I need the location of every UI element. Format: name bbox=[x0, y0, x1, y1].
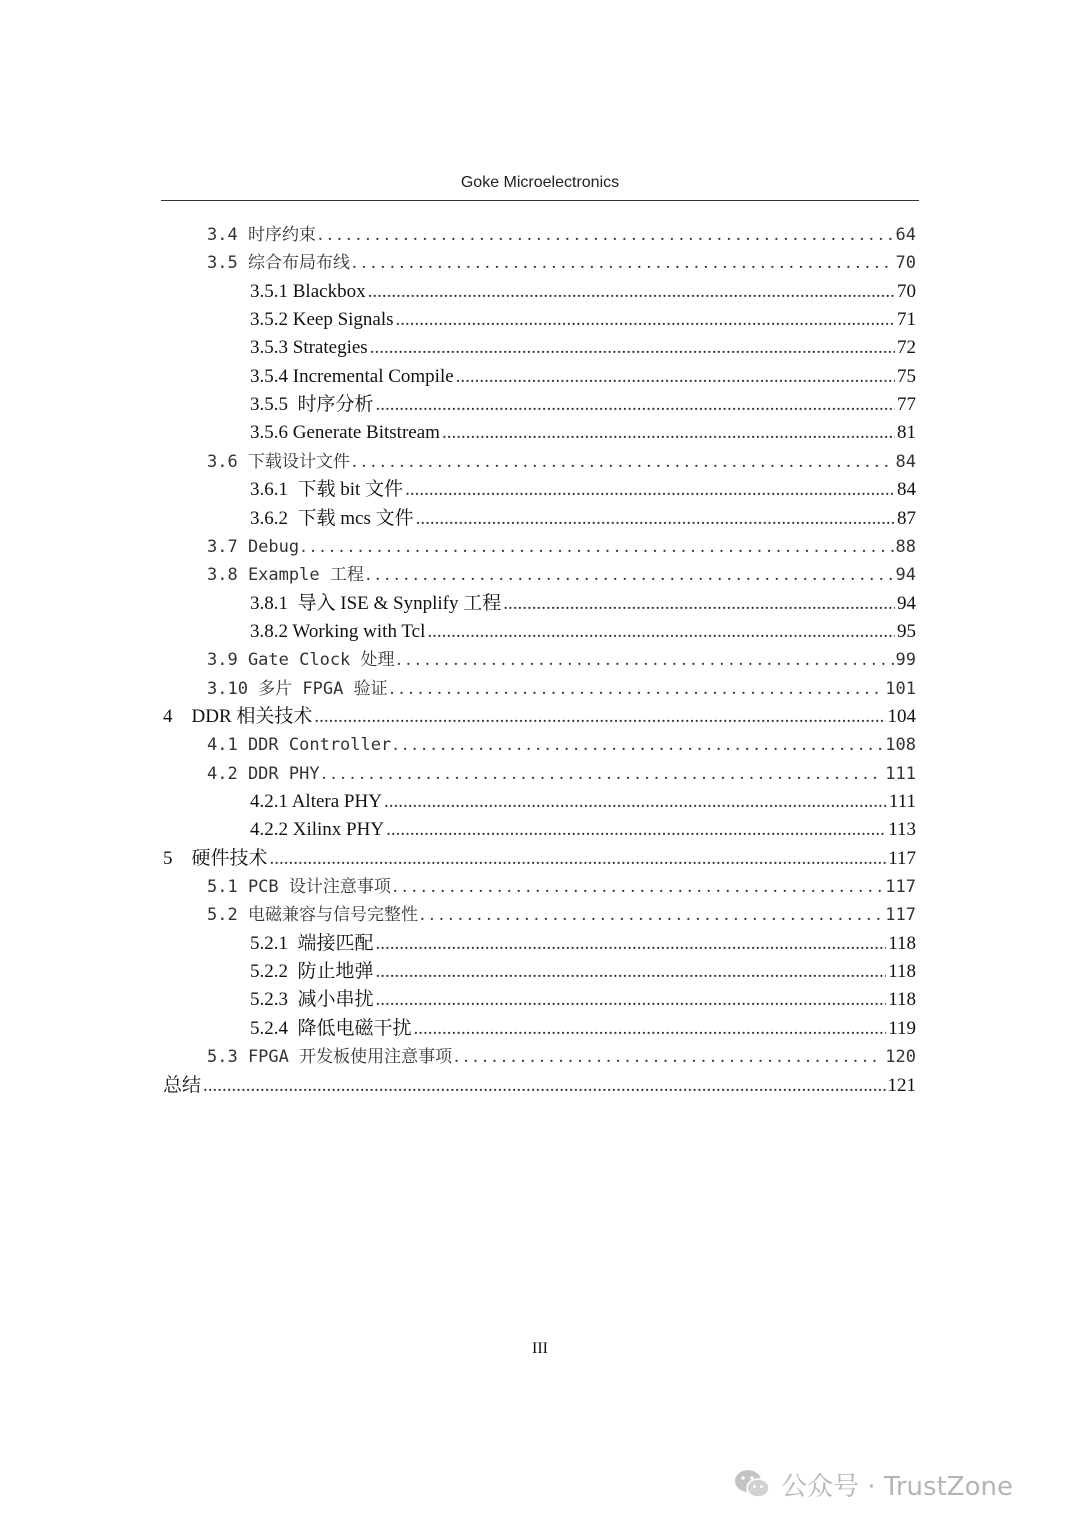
toc-entry[interactable] bbox=[207, 561, 916, 589]
toc-entry-title: 3.5.1 Blackbox bbox=[250, 280, 366, 302]
toc-dot-leader bbox=[376, 930, 887, 958]
toc-dot-leader bbox=[384, 788, 887, 816]
toc-entry-title: 5.1 PCB 设计注意事项 bbox=[207, 877, 391, 898]
toc-page-number: 117 bbox=[888, 847, 916, 869]
toc-entry-title: 5.2 电磁兼容与信号完整性 bbox=[207, 905, 418, 926]
toc-page-number: 121 bbox=[887, 1074, 916, 1096]
toc-page-number: 64 bbox=[895, 225, 916, 245]
toc-entry-title: 3.10 多片 FPGA 验证 bbox=[207, 678, 388, 699]
toc-page-number: 72 bbox=[897, 337, 916, 359]
toc-dot-leader bbox=[420, 901, 883, 929]
toc-entry[interactable] bbox=[250, 816, 916, 844]
toc-page-number: 104 bbox=[887, 705, 916, 727]
toc-page-number: 119 bbox=[888, 1017, 916, 1039]
toc-page-number: 84 bbox=[895, 451, 916, 472]
watermark-text: 公众号 · TrustZone bbox=[781, 1471, 1013, 1502]
toc-dot-leader bbox=[203, 1072, 885, 1100]
toc-entry-title: 3.5.5 时序分析 bbox=[250, 394, 374, 416]
toc-entry-title: 3.5 综合布局布线 bbox=[207, 253, 350, 274]
toc-dot-leader bbox=[366, 561, 894, 589]
toc-page-number: 94 bbox=[897, 592, 916, 614]
toc-entry-title: 3.8 Example 工程 bbox=[207, 565, 364, 586]
toc-entry[interactable] bbox=[207, 221, 916, 249]
toc-entry-title: 3.9 Gate Clock 处理 bbox=[207, 650, 395, 671]
toc-entry[interactable] bbox=[250, 618, 916, 646]
toc-dot-leader bbox=[405, 476, 895, 504]
toc-dot-leader bbox=[314, 703, 885, 731]
toc-dot-leader bbox=[414, 1015, 887, 1043]
toc-entry-title: 5.2.3 减小串扰 bbox=[250, 989, 374, 1011]
toc-dot-leader bbox=[352, 448, 894, 476]
toc-dot-leader bbox=[376, 958, 887, 986]
toc-entry-title: 3.8.1 导入 ISE & Synplify 工程 bbox=[250, 592, 502, 614]
toc-dot-leader bbox=[370, 334, 895, 362]
toc-entry[interactable] bbox=[207, 249, 916, 277]
toc-entry-title: 4.2 DDR PHY bbox=[207, 763, 320, 784]
toc-dot-leader bbox=[368, 278, 895, 306]
toc-page-number: 84 bbox=[897, 479, 916, 501]
toc-entry[interactable] bbox=[250, 334, 916, 362]
toc-entry[interactable] bbox=[163, 703, 916, 731]
toc-page-number: 95 bbox=[897, 620, 916, 642]
toc-entry-title: 5.2.4 降低电磁干扰 bbox=[250, 1017, 412, 1039]
toc-entry-title: 3.6.1 下载 bit 文件 bbox=[250, 479, 404, 501]
toc-entry[interactable] bbox=[207, 760, 916, 788]
toc-page-number: 120 bbox=[885, 1047, 916, 1068]
toc-page-number: 113 bbox=[888, 819, 916, 841]
toc-dot-leader bbox=[393, 731, 883, 759]
toc-dot-leader bbox=[416, 505, 895, 533]
toc-page-number: 108 bbox=[885, 735, 916, 756]
toc-page-number: 118 bbox=[888, 932, 916, 954]
toc-entry[interactable] bbox=[207, 1043, 916, 1071]
toc-dot-leader bbox=[442, 419, 895, 447]
toc-dot-leader bbox=[352, 249, 894, 277]
toc-dot-leader bbox=[376, 391, 895, 419]
toc-page-number: 99 bbox=[895, 650, 916, 671]
toc-entry[interactable] bbox=[207, 448, 916, 476]
toc-entry[interactable] bbox=[207, 873, 916, 901]
toc-page-number: 75 bbox=[897, 365, 916, 387]
toc-dot-leader bbox=[454, 1043, 883, 1071]
toc-page-number: 70 bbox=[897, 280, 916, 302]
toc-dot-leader bbox=[376, 986, 887, 1014]
toc-page-number: 70 bbox=[895, 253, 916, 274]
toc-dot-leader bbox=[318, 221, 894, 249]
toc-entry[interactable] bbox=[250, 278, 916, 306]
toc-entry[interactable] bbox=[250, 1015, 916, 1043]
toc-entry[interactable] bbox=[207, 901, 916, 929]
toc-entry[interactable] bbox=[250, 788, 916, 816]
toc-dot-leader bbox=[397, 646, 894, 674]
toc-entry-title: 3.5.4 Incremental Compile bbox=[250, 365, 454, 387]
header-divider bbox=[161, 200, 919, 201]
toc-entry-title: 5.3 FPGA 开发板使用注意事项 bbox=[207, 1047, 453, 1068]
toc-page-number: 81 bbox=[897, 422, 916, 444]
toc-entry-title: 4 DDR 相关技术 bbox=[163, 705, 313, 727]
toc-entry-title: 5.2.1 端接匹配 bbox=[250, 932, 374, 954]
toc-entry-title: 3.6 下载设计文件 bbox=[207, 451, 350, 472]
toc-page-number: 87 bbox=[897, 507, 916, 529]
toc-entry[interactable] bbox=[207, 646, 916, 674]
toc-dot-leader bbox=[456, 363, 895, 391]
toc-entry[interactable] bbox=[163, 1072, 916, 1100]
toc-entry-title: 4.2.2 Xilinx PHY bbox=[250, 819, 385, 841]
toc-entry-title: 总结 bbox=[163, 1074, 202, 1096]
toc-entry-title: 4.1 DDR Controller bbox=[207, 735, 392, 756]
toc-entry[interactable] bbox=[250, 986, 916, 1014]
toc-dot-leader bbox=[503, 590, 895, 618]
toc-entry[interactable] bbox=[250, 391, 916, 419]
toc-entry-title: 5 硬件技术 bbox=[163, 847, 268, 869]
toc-page-number: 101 bbox=[885, 678, 916, 699]
toc-entry-title: 5.2.2 防止地弹 bbox=[250, 961, 374, 983]
toc-dot-leader bbox=[301, 533, 893, 561]
toc-entry[interactable] bbox=[250, 590, 916, 618]
toc-entry[interactable] bbox=[250, 306, 916, 334]
toc-page-number: 88 bbox=[895, 536, 916, 557]
toc-page-number: 118 bbox=[888, 961, 916, 983]
toc-entry[interactable] bbox=[250, 930, 916, 958]
toc-page-number: 118 bbox=[888, 989, 916, 1011]
page-header-title: Goke Microelectronics bbox=[460, 174, 620, 191]
page-number: III bbox=[532, 1340, 548, 1357]
toc-entry-title: 3.7 Debug bbox=[207, 536, 300, 557]
toc-entry[interactable] bbox=[207, 675, 916, 703]
toc-entry-title: 3.5.6 Generate Bitstream bbox=[250, 422, 440, 444]
toc-page-number: 111 bbox=[888, 791, 916, 812]
toc-page-number: 111 bbox=[885, 763, 916, 784]
toc-entry-title: 4.2.1 Altera PHY bbox=[250, 791, 382, 812]
toc-dot-leader bbox=[270, 845, 887, 873]
toc-dot-leader bbox=[322, 760, 884, 788]
toc-dot-leader bbox=[386, 816, 886, 844]
toc-dot-leader bbox=[427, 618, 895, 646]
toc-entry-title: 3.5.3 Strategies bbox=[250, 337, 368, 359]
toc-page-number: 77 bbox=[897, 394, 916, 416]
toc-entry-title: 3.6.2 下载 mcs 文件 bbox=[250, 507, 414, 529]
toc-entry[interactable] bbox=[207, 731, 916, 759]
wechat-icon bbox=[733, 1467, 771, 1501]
toc-page-number: 117 bbox=[885, 877, 916, 898]
toc-entry-title: 3.5.2 Keep Signals bbox=[250, 309, 394, 331]
toc-entry[interactable] bbox=[163, 845, 916, 873]
toc-entry[interactable] bbox=[207, 533, 916, 561]
toc-dot-leader bbox=[390, 675, 884, 703]
toc-entry-title: 3.4 时序约束 bbox=[207, 225, 316, 245]
toc-entry[interactable] bbox=[250, 363, 916, 391]
toc-entry[interactable] bbox=[250, 476, 916, 504]
toc-entry[interactable] bbox=[250, 958, 916, 986]
toc-page-number: 71 bbox=[897, 309, 916, 331]
toc-page-number: 94 bbox=[895, 565, 916, 586]
toc-page-number: 117 bbox=[885, 905, 916, 926]
toc-entry[interactable] bbox=[250, 419, 916, 447]
toc-dot-leader bbox=[393, 873, 883, 901]
toc-entry[interactable] bbox=[250, 505, 916, 533]
watermark bbox=[733, 1464, 1013, 1504]
toc-entry-title: 3.8.2 Working with Tcl bbox=[250, 620, 426, 642]
toc-dot-leader bbox=[396, 306, 895, 334]
